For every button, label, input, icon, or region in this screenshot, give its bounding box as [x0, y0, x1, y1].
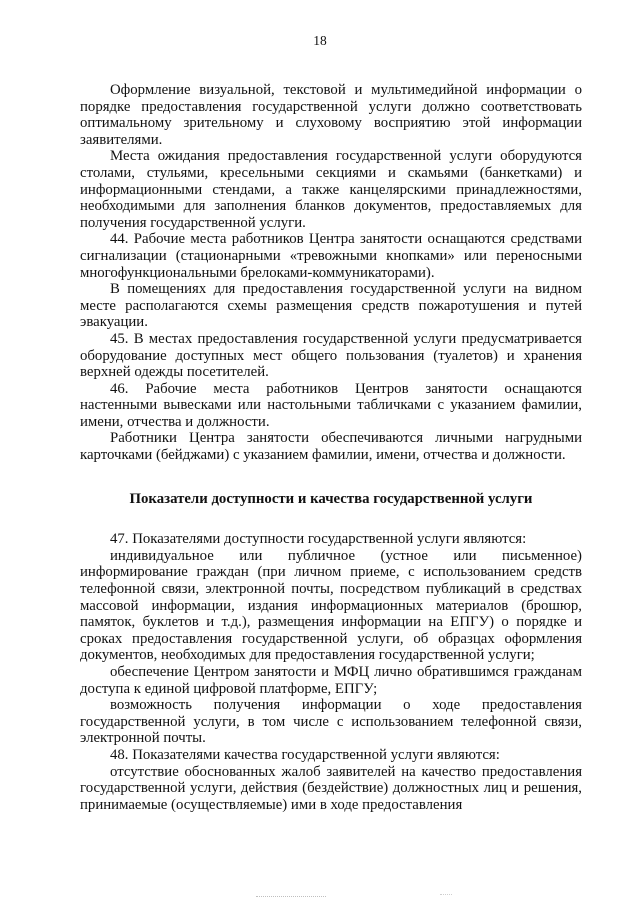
paragraph: В помещениях для предоставления государственной услуги на видном месте располагаются схемы размещения средств пожаротушения и путей эвакуации.	[80, 281, 582, 331]
paragraph: Оформление визуальной, текстовой и мультимедийной информации о порядке предоставления государственной услуги должно соответствовать оптимальному зрительному и слуховому восприятию этой информации заявителями.	[80, 82, 582, 148]
paragraph: 44. Рабочие места работников Центра занятости оснащаются средствами сигнализации (стационарными «тревожными кнопками» или переносными многофункциональными брелоками-коммуникаторами).	[80, 231, 582, 281]
paragraph: Места ожидания предоставления государственной услуги оборудуются столами, стульями, кресельными секциями и скамьями (банкетками) и информационными стендами, а также канцелярскими принадлежностями, необходимыми для заполнения бланков документов, предоставляемых для получения государственной услуги.	[80, 148, 582, 231]
paragraph: 45. В местах предоставления государственной услуги предусматривается оборудование доступных мест общего пользования (туалетов) и хранения верхней одежды посетителей.	[80, 330, 582, 381]
paragraph: Работники Центра занятости обеспечиваются личными нагрудными карточками (бейджами) с указанием фамилии, имени, отчества и должности.	[80, 430, 582, 464]
paragraph: 48. Показателями качества государственной услуги являются:	[110, 746, 500, 763]
paragraph: 47. Показателями доступности государственной услуги являются:	[110, 531, 527, 548]
page-number: 18	[313, 33, 327, 48]
paragraph: индивидуальное или публичное (устное или письменное) информирование граждан (при личном приеме, с использованием средств телефонной связи, электронной почты, посредством публикаций в средствах массовой информации, издания информационных материалов (брошюр, памяток, буклетов и т.д.), размещения информации на ЕПГУ) о порядке и сроках предоставления государственной услуги, об образцах оформления документов, необходимых для предоставления государственной услуги;	[80, 547, 582, 664]
scan-artifact	[440, 894, 452, 897]
paragraph: возможность получения информации о ходе предоставления государственной услуги, в том числе с использованием телефонной связи, электронной почты.	[80, 697, 582, 747]
paragraph: отсутствие обоснованных жалоб заявителей на качество предоставления государственной услуги, действия (бездействие) должностных лиц и решения, принимаемые (осуществляемые) ими в ходе предоставления	[80, 763, 582, 813]
section-heading: Показатели доступности и качества государственной услуги	[129, 490, 533, 507]
paragraph: обеспечение Центром занятости и МФЦ лично обратившимся гражданам доступа к единой цифровой платформе, ЕПГУ;	[80, 664, 582, 697]
scan-artifact	[256, 896, 326, 899]
document-body	[80, 82, 582, 813]
paragraph: 46. Рабочие места работников Центров занятости оснащаются настенными вывесками или настольными табличками с указанием фамилии, имени, отчества и должности.	[80, 380, 582, 430]
